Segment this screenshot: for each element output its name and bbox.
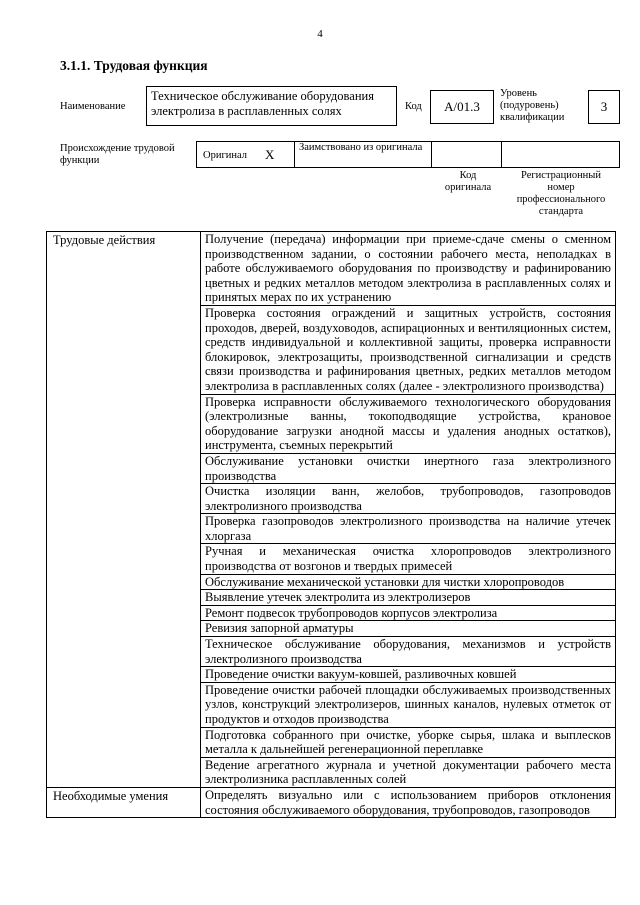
skill-item: Определять визуально или с использованием приборов отклонения состояния обслуживаемого оборудования, трубопроводов, газопроводов [201,787,616,817]
labor-action-item: Очистка изоляции ванн, желобов, трубопроводов, газопроводов электролизного производства [201,484,616,514]
level-label: Уровень (подуровень) квалификации [500,88,565,123]
labor-action-item: Обслуживание механической установки для чистки хлоропроводов [201,574,616,590]
labor-action-item: Подготовка собранного при очистке, уборке сырья, шлака и выплесков металла к дальнейшей регенерационной переплавке [201,727,616,757]
labor-action-item: Проверка исправности обслуживаемого технологического оборудования (электролизные ванны, токоподводящие устройства, крановое оборудование загрузки анодной массы и удаления анодных остатков), инструмента, съемных перекрытий [201,394,616,453]
origin-row [196,141,620,168]
labor-action-item: Проверка газопроводов электролизного производства на наличие утечек хлоргаза [201,514,616,544]
labor-action-row [47,232,616,306]
labor-action-item: Ручная и механическая очистка хлоропроводов электролизного производства от возгонов и твердых примесей [201,544,616,574]
function-code-box: А/01.3 [430,90,494,124]
code-label: Код [405,101,422,112]
origin-original-label: Оригинал [203,150,247,161]
name-label: Наименование [60,101,126,112]
function-table [46,231,616,818]
labor-action-item: Ревизия запорной арматуры [201,621,616,637]
origin-reg-caption: Регистрационный номер профессионального стандарта [516,170,606,217]
origin-original-mark: Х [265,147,275,162]
origin-label: Происхождение трудовой функции [60,143,175,166]
origin-original-cell [197,142,295,167]
labor-action-item: Ведение агрегатного журнала и учетной документации рабочего места электролизника расплавленных солей [201,757,616,787]
labor-action-item: Получение (передача) информации при приеме-сдаче смены о сменном производственном задании, о состоянии рабочего места, неполадках в работе обслуживаемого оборудования по производству и рафинированию цветных и редких металлов методом электролиза в расплавленных солях и принятых мерах по их устранению [201,232,616,306]
labor-action-item: Обслуживание установки очистки инертного газа электролизного производства [201,453,616,483]
origin-borrowed-cell [295,142,432,167]
skill-label: Необходимые умения [47,787,201,817]
labor-action-item: Ремонт подвесок трубопроводов корпусов электролиза [201,605,616,621]
origin-borrowed-label: Заимствовано из оригинала [299,142,423,153]
function-name-box: Техническое обслуживание оборудования электролиза в расплавленных солях [146,86,397,126]
origin-code-caption: Код оригинала [444,170,492,193]
labor-action-item: Проверка состояния ограждений и защитных устройств, состояния проходов, дверей, воздуховодов, аспирационных и вентиляционных систем, средств индивидуальной и коллективной защиты, проверка исправности блокировок, электрозащиты, производственной сигнализации и средств связи производства и рафинирования цветных, редких металлов методом электролиза в расплавленных солях (далее - электролизного производства) [201,305,616,394]
skill-row [47,787,616,817]
labor-action-item: Техническое обслуживание оборудования, механизмов и устройств электролизного производства [201,637,616,667]
origin-reg-cell [502,142,619,167]
section-title: 3.1.1. Трудовая функция [60,58,208,73]
qualification-level-box: 3 [588,90,620,124]
labor-action-item: Проведение очистки вакуум-ковшей, разливочных ковшей [201,667,616,683]
labor-action-item: Проведение очистки рабочей площадки обслуживаемых производственных узлов, конструкций электролизеров, шинных каналов, нулевых отметок от продуктов и отходов производства [201,682,616,727]
page-number: 4 [317,28,323,40]
labor-action-label: Трудовые действия [47,232,201,788]
origin-code-cell [432,142,502,167]
labor-action-item: Выявление утечек электролита из электролизеров [201,590,616,606]
